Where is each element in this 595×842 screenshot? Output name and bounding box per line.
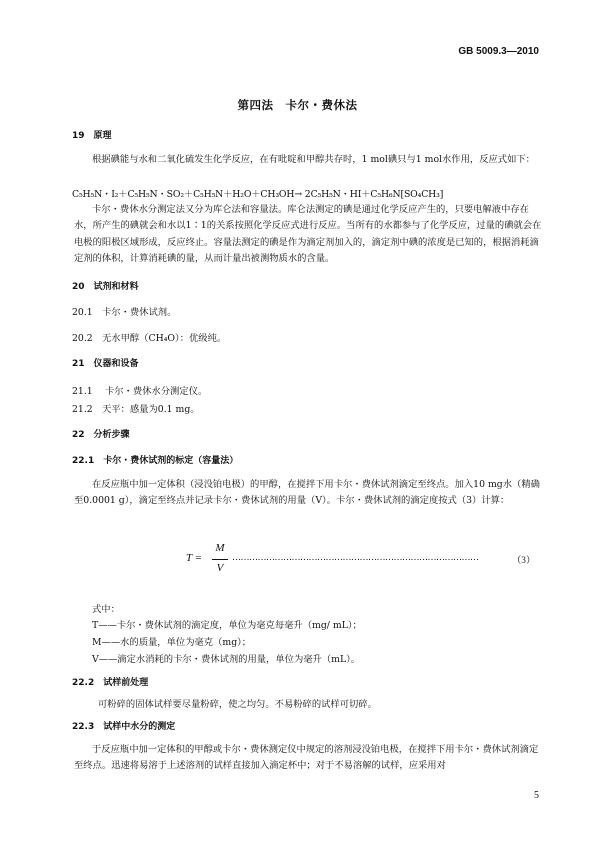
definition-m: M——水的质量，单位为毫克（mg）； xyxy=(92,637,252,648)
formula-number: （3） xyxy=(512,556,536,566)
reaction-equation: C₅H₅N・I₂＋C₅H₅N・SO₂＋C₅H₅N＋H₂O＋CH₃OH→ 2C₅H₅N・HI＋C₅H₆N[SO₄CH₃] xyxy=(72,189,444,200)
measurement-paragraph: 于反应瓶中加一定体积的甲醇或卡尔・费休测定仪中规定的溶剂浸没铂电极，在搅拌下用卡尔・费休试剂滴定至终点。迅速将易溶于上述溶剂的试样直接加入滴定杯中；对于不易溶解的试样，应采用对 xyxy=(74,744,539,772)
instrument-item-21-2: 21.2 天平：感量为0.1 mg。 xyxy=(72,404,200,415)
formula-denominator: V xyxy=(216,562,224,574)
section-21-heading: 21 仪器和设备 xyxy=(72,359,139,369)
method-title: 第四法 卡尔・费休法 xyxy=(237,98,358,112)
section-22-2-heading: 22.2 试样前处理 xyxy=(72,678,149,688)
definition-v: V——滴定水消耗的卡尔・费休试剂的用量，单位为毫升（mL）。 xyxy=(92,654,361,665)
section-22-3-heading: 22.3 试样中水分的测定 xyxy=(72,722,176,732)
definition-t: T——卡尔・费休试剂的滴定度，单位为毫克每毫升（mg/ mL）； xyxy=(92,620,362,631)
section-19-heading: 19 原理 xyxy=(72,131,112,141)
formula-lhs: T = xyxy=(186,552,203,564)
section-22-heading: 22 分析步骤 xyxy=(72,430,130,440)
section-22-1-heading: 22.1 卡尔・费休试剂的标定（容量法） xyxy=(72,456,239,466)
instrument-item-21-1: 21.1 卡尔・费休水分测定仪。 xyxy=(72,386,208,397)
page-number: 5 xyxy=(534,790,539,801)
section-20-heading: 20 试剂和材料 xyxy=(72,282,139,292)
pretreatment-paragraph: 可粉碎的固体试样要尽量粉碎，使之均匀。不易粉碎的试样可切碎。 xyxy=(98,699,377,710)
reagent-item-20-2: 20.2 无水甲醇（CH₄O）：优级纯。 xyxy=(72,333,227,344)
formula-numerator: M xyxy=(215,542,225,554)
principle-paragraph-2: 卡尔・费休水分测定法又分为库仑法和容量法。库仑法测定的碘是通过化学反应产生的，只要电解液中存在水，所产生的碘就会和水以1∶1的关系按照化学反应式进行反应。当所有的水都参与了化学反应，过量的碘就会在电极的阳极区域形成，反应终止。容量法测定的碘是作为滴定剂加入的，滴定剂中碘的浓度是已知的，根据消耗滴定剂的体积，计算消耗碘的量，从而计量出被测物质水的含量。 xyxy=(74,204,542,264)
formula-leader-dots: …………………………………………………………………………… xyxy=(232,552,479,562)
calibration-paragraph: 在反应瓶中加一定体积（浸没铂电极）的甲醇，在搅拌下用卡尔・费休试剂滴定至终点。加入10 mg水（精确至0.0001 g），滴定至终点并记录卡尔・费休试剂的用量（V）。卡尔・费休试剂的滴定度按式（3）计算： xyxy=(74,479,540,507)
standard-number: GB 5009.3—2010 xyxy=(458,46,539,57)
principle-paragraph-1: 根据碘能与水和二氧化硫发生化学反应，在有吡啶和甲醇共存时，1 mol碘只与1 mol水作用，反应式如下： xyxy=(92,154,535,165)
where-label: 式中： xyxy=(92,604,120,615)
reagent-item-20-1: 20.1 卡尔・费休试剂。 xyxy=(72,307,177,318)
titer-formula xyxy=(186,542,546,578)
fraction-bar xyxy=(212,559,228,560)
